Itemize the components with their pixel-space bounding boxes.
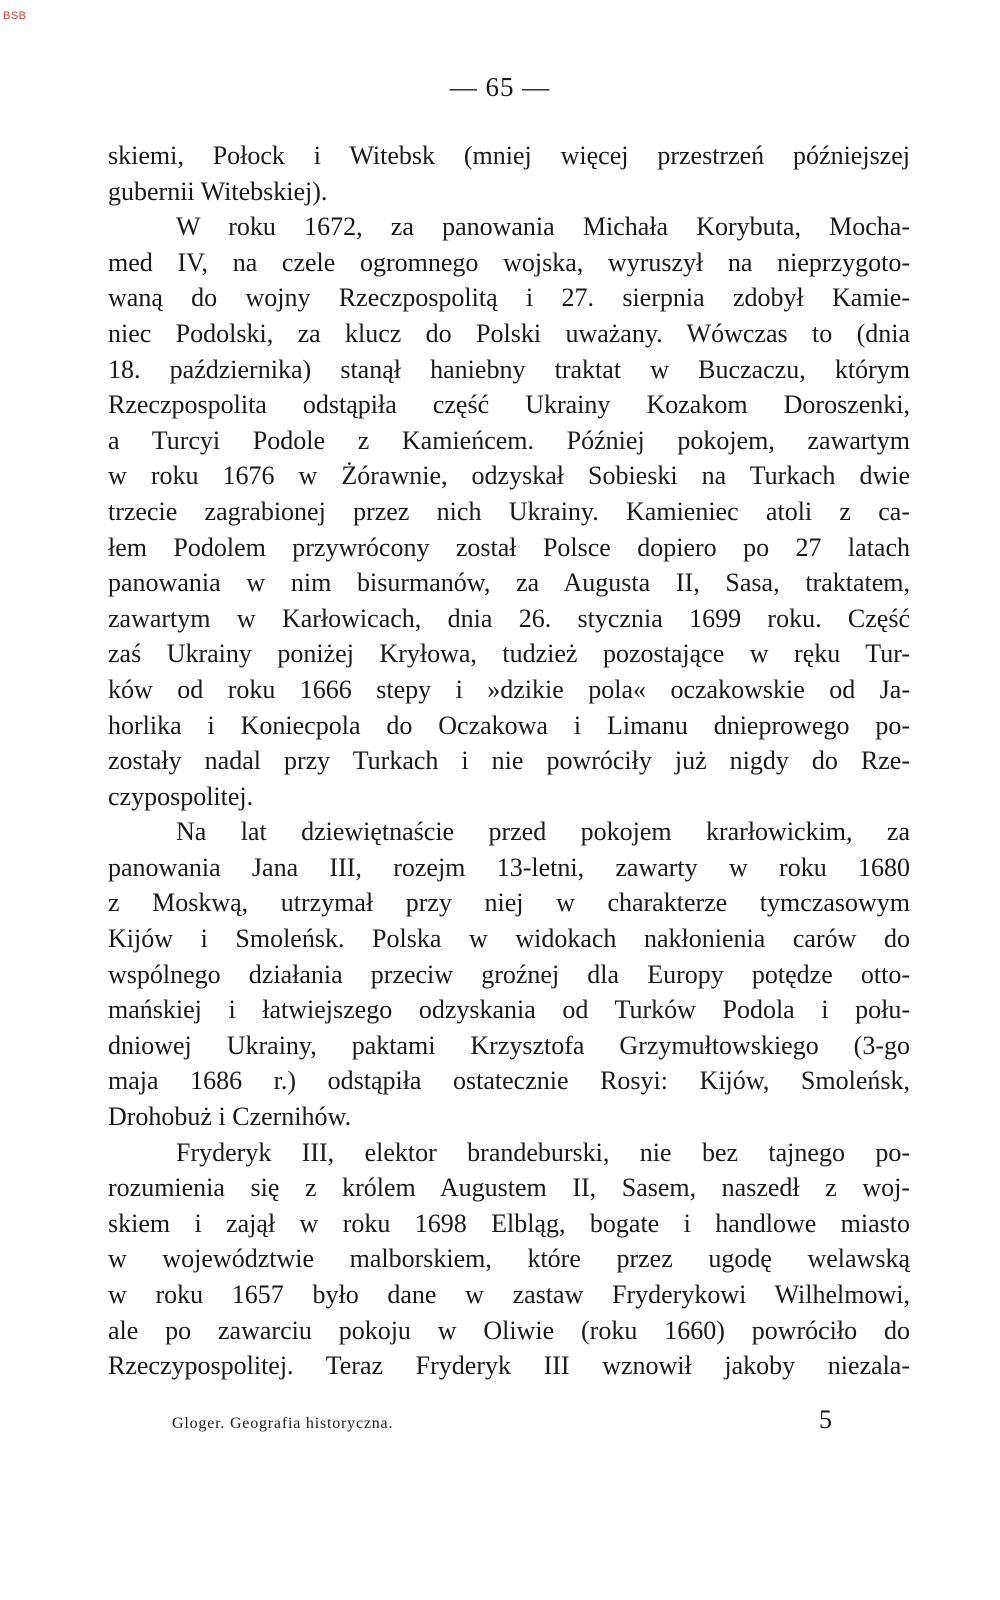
- text-line: horlika i Koniecpola do Oczakowa i Limanu dnieprowego po-: [108, 710, 910, 740]
- text-line: w województwie malborskiem, które przez ugodę welawską: [108, 1244, 910, 1274]
- text-line: niec Podolski, za klucz do Polski uważany. Wówczas to (dnia: [108, 318, 910, 348]
- text-line: zostały nadal przy Turkach i nie powróciły już nigdy do Rze-: [108, 746, 910, 776]
- text-line: wspólnego działania przeciw groźnej dla Europy potędze otto-: [108, 959, 910, 989]
- text-line: ale po zawarciu pokoju w Oliwie (roku 1660) powróciło do: [108, 1315, 910, 1345]
- page-footer: [172, 1405, 832, 1445]
- text-line: gubernii Witebskiej).: [108, 176, 328, 206]
- text-line: maja 1686 r.) odstąpiła ostatecznie Rosyi: Kijów, Smoleńsk,: [108, 1066, 910, 1096]
- text-line: zawartym w Karłowicach, dnia 26. stycznia 1699 roku. Część: [108, 603, 910, 633]
- text-line: ków od roku 1666 stepy i »dzikie pola« oczakowskie od Ja-: [108, 674, 910, 704]
- footer-sheet-number: 5: [819, 1405, 832, 1434]
- text-line: Na lat dziewiętnaście przed pokojem krarłowickim, za: [176, 817, 910, 847]
- text-line: dniowej Ukrainy, paktami Krzysztofa Grzymułtowskiego (3-go: [108, 1030, 910, 1060]
- text-line: w roku 1676 w Żórawnie, odzyskał Sobieski na Turkach dwie: [108, 461, 910, 491]
- text-line: a Turcyi Podole z Kamieńcem. Później pokojem, zawartym: [108, 425, 910, 455]
- body-text: [108, 138, 910, 1384]
- text-line: z Moskwą, utrzymał przy niej w charakterze tymczasowym: [108, 888, 910, 918]
- text-line: waną do wojny Rzeczpospolitą i 27. sierpnia zdobył Kamie-: [108, 283, 910, 313]
- text-line: łem Podolem przywrócony został Polsce dopiero po 27 latach: [108, 532, 910, 562]
- text-line: skiem i zajął w roku 1698 Elbląg, bogate i handlowe miasto: [108, 1208, 910, 1238]
- text-line: w roku 1657 było dane w zastaw Fryderykowi Wilhelmowi,: [108, 1280, 910, 1309]
- text-line: mańskiej i łatwiejszego odzyskania od Turków Podola i połu-: [108, 995, 910, 1025]
- text-line: czypospolitej.: [108, 781, 254, 811]
- text-line: panowania Jana III, rozejm 13-letni, zawarty w roku 1680: [108, 852, 910, 882]
- text-line: Rzeczypospolitej. Teraz Fryderyk III wznowił jakoby niezala-: [108, 1351, 910, 1381]
- text-line: med IV, na czele ogromnego wojska, wyruszył na nieprzygoto-: [108, 247, 910, 277]
- text-line: Fryderyk III, elektor brandeburski, nie bez tajnego po-: [176, 1137, 910, 1167]
- text-line: panowania w nim bisurmanów, za Augusta II, Sasa, traktatem,: [108, 568, 910, 598]
- text-line: skiemi, Połock i Witebsk (mniej więcej przestrzeń późniejszej: [108, 141, 910, 170]
- text-line: Drohobuż i Czernihów.: [108, 1102, 352, 1132]
- library-watermark: BSB: [3, 10, 27, 22]
- text-line: zaś Ukrainy poniżej Kryłowa, tudzież pozostające w ręku Tur-: [108, 639, 910, 669]
- text-line: W roku 1672, za panowania Michała Korybuta, Mocha-: [176, 212, 910, 242]
- text-line: 18. października) stanął haniebny traktat w Buczaczu, którym: [108, 354, 910, 384]
- page-number: — 65 —: [449, 72, 551, 102]
- text-line: trzecie zagrabionej przez nich Ukrainy. Kamieniec atoli z ca-: [108, 496, 910, 526]
- text-line: Rzeczpospolita odstąpiła część Ukrainy Kozakom Doroszenki,: [108, 390, 910, 420]
- text-line: rozumienia się z królem Augustem II, Sasem, naszedł z woj-: [108, 1173, 910, 1203]
- text-line: Kijów i Smoleńsk. Polska w widokach nakłonienia carów do: [108, 924, 910, 954]
- footer-author-title: Gloger. Geografia historyczna.: [172, 1415, 394, 1432]
